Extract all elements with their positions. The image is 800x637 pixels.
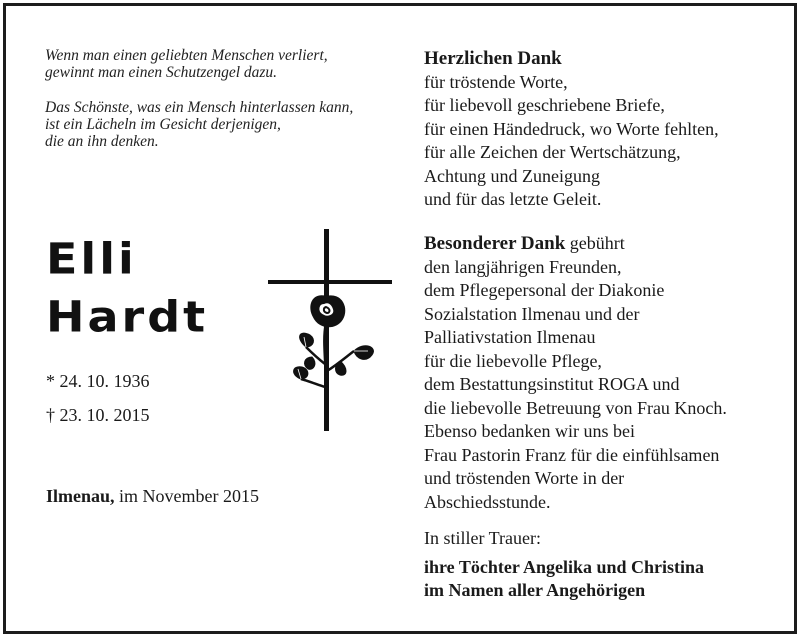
special-thanks-line: Ebenso bedanken wir uns bei bbox=[424, 421, 635, 441]
special-thanks-line: den langjährigen Freunden, bbox=[424, 256, 622, 277]
thanks-line: für einen Händedruck, wo Worte fehlten, bbox=[424, 118, 719, 139]
special-thanks-line: dem Bestattungsinstitut ROGA und bbox=[424, 374, 680, 394]
mourning-line: ihre Töchter Angelika und Christina bbox=[424, 556, 705, 577]
special-thanks-line: dem Pflegepersonal der Diakonie bbox=[424, 280, 665, 300]
special-thanks-suffix: gebührt bbox=[565, 233, 625, 253]
deceased-last-name: Hardt bbox=[46, 292, 209, 342]
thanks-section bbox=[424, 47, 784, 212]
special-thanks-line: Sozialstation Ilmenau und der bbox=[424, 303, 640, 324]
quote-line: die an ihn denken. bbox=[45, 133, 159, 150]
special-thanks-heading: Besonderer Dank bbox=[424, 233, 566, 254]
special-thanks-heading-line bbox=[424, 232, 784, 256]
deceased-first-name: Elli bbox=[46, 234, 137, 284]
quote-line: Das Schönste, was ein Mensch hinterlassen kann, bbox=[45, 99, 354, 116]
special-thanks-line: für die liebevolle Pflege, bbox=[424, 350, 602, 371]
special-thanks-section bbox=[424, 232, 784, 514]
quote-block-1 bbox=[45, 47, 328, 81]
death-date: † 23. 10. 2015 bbox=[46, 405, 150, 425]
date: im November 2015 bbox=[114, 486, 259, 506]
special-thanks-line: Frau Pastorin Franz für die einfühlsamen bbox=[424, 444, 720, 465]
thanks-line: und für das letzte Geleit. bbox=[424, 189, 602, 209]
mourning-intro: In stiller Trauer: bbox=[424, 528, 541, 548]
thanks-line: für liebevoll geschriebene Briefe, bbox=[424, 95, 665, 115]
special-thanks-line: und tröstenden Worte in der bbox=[424, 468, 625, 488]
mourning-line: im Namen aller Angehörigen bbox=[424, 580, 646, 600]
special-thanks-line: Abschiedsstunde. bbox=[424, 491, 551, 512]
thanks-line: für alle Zeichen der Wertschätzung, bbox=[424, 142, 681, 162]
place: Ilmenau, bbox=[46, 486, 115, 506]
thanks-heading: Herzlichen Dank bbox=[424, 48, 562, 69]
quote-line: gewinnt man einen Schutzengel dazu. bbox=[45, 64, 278, 81]
special-thanks-line: die liebevolle Betreuung von Frau Knoch. bbox=[424, 397, 727, 418]
place-date bbox=[46, 486, 259, 507]
quote-line: ist ein Lächeln im Gesicht derjenigen, bbox=[45, 116, 281, 133]
cross-with-rose-icon bbox=[268, 229, 392, 431]
birth-date: * 24. 10. 1936 bbox=[46, 371, 150, 391]
thanks-line: Achtung und Zuneigung bbox=[424, 165, 600, 186]
quote-line: Wenn man einen geliebten Menschen verliert, bbox=[45, 47, 328, 64]
special-thanks-line: Palliativstation Ilmenau bbox=[424, 327, 596, 347]
mourning-section bbox=[424, 527, 784, 603]
thanks-line: für tröstende Worte, bbox=[424, 71, 568, 92]
quote-block-2 bbox=[45, 99, 353, 150]
